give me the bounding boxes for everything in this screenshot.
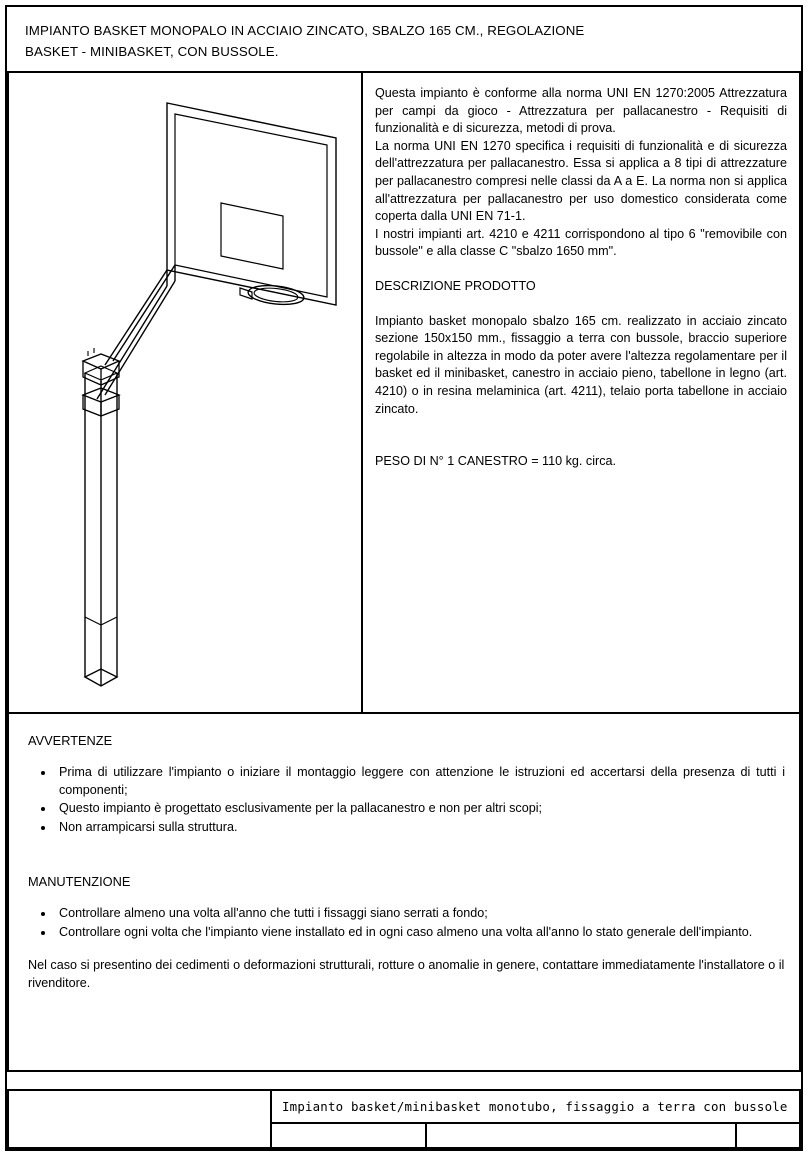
closing-note: Nel caso si presentino dei cedimenti o deformazioni strutturali, rotture o anomalie in genere, contattare immediatamente l'installatore o il rivenditore. (28, 958, 785, 990)
maintenance-title: MANUTENZIONE (28, 874, 131, 889)
description-paragraph: Impianto basket monopalo sbalzo 165 cm. realizzato in acciaio zincato sezione 150x150 mm., fissaggio a terra con bussole, braccio superiore regolabile in altezza in modo da poter avere l'altezza regolamentare per il basket ed il minibasket, canestro in acciaio pieno, tabellone in legno (art. 4210) o in resina melaminica (art. 4211), telaio porta tabellone in acciaio zincato. (375, 313, 787, 416)
list-item: • Questo impianto è progettato esclusivamente per la pallacanestro e non per altri scopi; (55, 800, 785, 818)
drawing-title-block (7, 1089, 801, 1149)
notes-panel (7, 714, 801, 1072)
norm-paragraph-2: La norma UNI EN 1270 specifica i requisiti di funzionalità e di sicurezza dell'attrezzatura per pallacanestro. Essa si applica a 8 tipi di attrezzature per pallacanestro compresi nelle classi da A a E. La norma non si applica all'attrezzatura per pallacanestro per uso domestico considerata come coperta dalla UNI EN 71-1. (375, 138, 787, 224)
document-title (7, 7, 801, 71)
title-block-field-3 (737, 1124, 799, 1147)
norm-paragraph-1: Questa impianto è conforme alla norma UNI EN 1270:2005 Attrezzatura per campi da gioco - Attrezzatura per pallacanestro - Requisiti di funzionalità e di sicurezza, metodi di prova. (375, 86, 787, 136)
weight-note: PESO DI N° 1 CANESTRO = 110 kg. circa. (375, 454, 617, 469)
list-item: • Controllare ogni volta che l'impianto viene installato ed in ogni caso almeno una volta all'anno lo stato generale dell'impianto. (55, 924, 785, 942)
title-line-2: BASKET - MINIBASKET, CON BUSSOLE. (25, 44, 279, 59)
product-description-panel (363, 73, 799, 712)
title-line-1: IMPIANTO BASKET MONOPALO IN ACCIAIO ZINCATO, SBALZO 165 CM., REGOLAZIONE (25, 23, 585, 38)
drawing-panel (9, 73, 363, 712)
basketball-hoop-drawing (9, 73, 361, 712)
title-block-field-1 (272, 1124, 427, 1147)
drawing-caption: Impianto basket/minibasket monotubo, fissaggio a terra con bussole (272, 1091, 799, 1124)
maintenance-list (23, 905, 785, 941)
list-item: • Non arrampicarsi sulla struttura. (55, 819, 785, 837)
description-heading: DESCRIZIONE PRODOTTO (375, 278, 536, 293)
title-block-fields (272, 1124, 799, 1147)
list-item: • Prima di utilizzare l'impianto o iniziare il montaggio leggere con attenzione le istruzioni ed accertarsi della presenza di tutti i componenti; (55, 764, 785, 799)
main-content-row (7, 71, 801, 714)
list-item: • Controllare almeno una volta all'anno che tutti i fissaggi siano serrati a fondo; (55, 905, 785, 923)
title-block-logo-cell (9, 1091, 272, 1147)
warnings-title: AVVERTENZE (28, 733, 113, 748)
section-gap (23, 837, 785, 873)
warnings-list (23, 764, 785, 836)
norm-paragraph-3: I nostri impianti art. 4210 e 4211 corrispondono al tipo 6 "removibile con bussole" e alla classe C "sbalzo 1650 mm". (375, 226, 787, 259)
title-block-field-2 (427, 1124, 737, 1147)
title-block-right (272, 1091, 799, 1147)
